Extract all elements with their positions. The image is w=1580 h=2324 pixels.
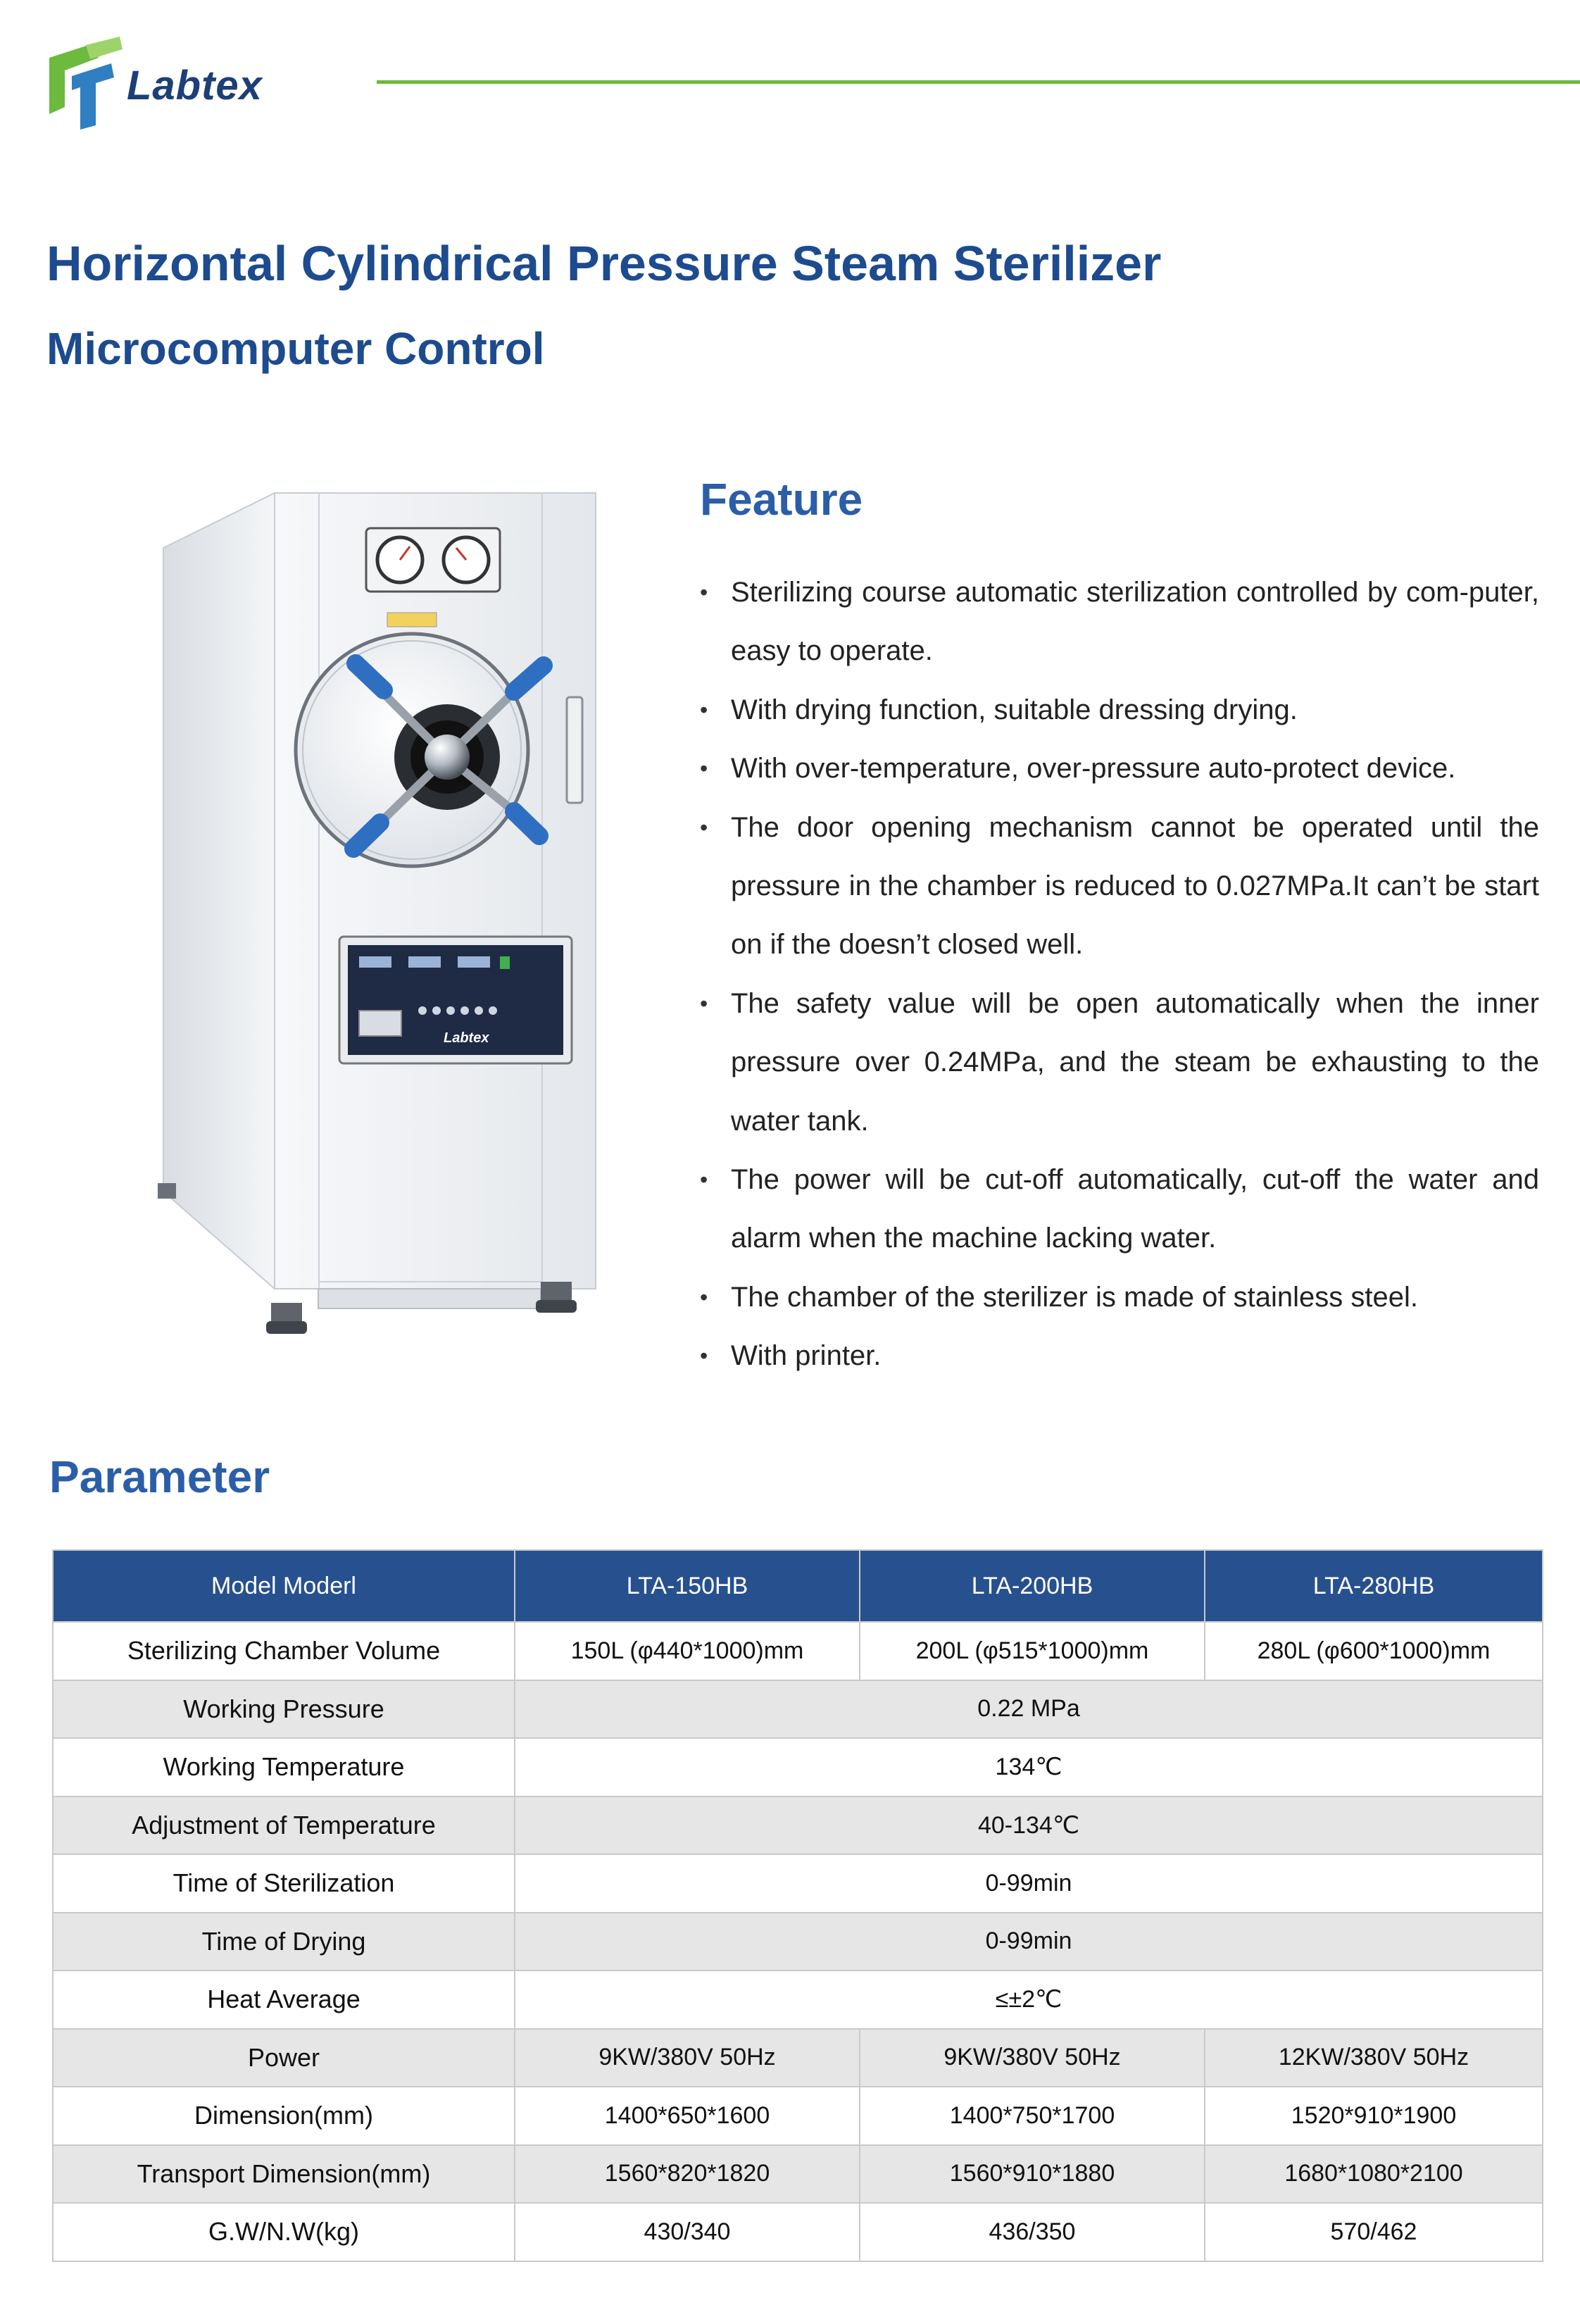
table-row — [53, 1913, 1543, 1971]
table-row — [53, 1680, 1543, 1739]
feature-item: • The chamber of the sterilizer is made of stainless steel. — [700, 1268, 1539, 1327]
row-label: Time of Drying — [53, 1913, 515, 1971]
table-cell: 9KW/380V 50Hz — [860, 2029, 1205, 2087]
table-cell: 134℃ — [515, 1738, 1543, 1797]
table-cell: 430/340 — [515, 2203, 860, 2261]
row-label: Time of Sterilization — [53, 1854, 515, 1913]
header-cell: LTA-200HB — [860, 1550, 1205, 1622]
feature-item: • With drying function, suitable dressing drying. — [700, 681, 1539, 739]
header-divider — [377, 80, 1580, 84]
table-row — [53, 1797, 1543, 1855]
parameter-table — [52, 1549, 1543, 2262]
panel-logo-text: Labtex — [444, 1030, 489, 1046]
table-row — [53, 1854, 1543, 1913]
table-row — [53, 1970, 1543, 2029]
row-label: Working Pressure — [53, 1680, 515, 1739]
table-cell: 200L (φ515*1000)mm — [860, 1622, 1205, 1680]
table-cell: 1680*1080*2100 — [1205, 2145, 1543, 2204]
table-row — [53, 1622, 1543, 1680]
table-cell: 40-134℃ — [515, 1797, 1543, 1855]
feature-item: • The power will be cut-off automatically, cut-off the water and alarm when the machine lacking water. — [700, 1151, 1539, 1268]
header-cell-model: Model Moderl — [53, 1550, 515, 1622]
table-cell: 0-99min — [515, 1913, 1543, 1971]
header-cell: LTA-150HB — [515, 1550, 860, 1622]
feature-item: • Sterilizing course automatic sterilization controlled by com-puter, easy to operate. — [700, 563, 1539, 681]
table-cell: 9KW/380V 50Hz — [515, 2029, 860, 2087]
table-cell: 1560*820*1820 — [515, 2145, 860, 2204]
table-row — [53, 2145, 1543, 2204]
table-cell: 280L (φ600*1000)mm — [1205, 1622, 1543, 1680]
feature-item: • With printer. — [700, 1327, 1539, 1385]
product-image-sterilizer — [148, 486, 613, 1352]
table-cell: 1560*910*1880 — [860, 2145, 1205, 2204]
table-cell: 12KW/380V 50Hz — [1205, 2029, 1543, 2087]
table-row — [53, 2203, 1543, 2261]
table-cell: 1400*650*1600 — [515, 2087, 860, 2145]
feature-item: • The door opening mechanism cannot be operated until the pressure in the chamber is reduced to 0.027MPa.It can’t be start on if the doesn’t closed well. — [700, 799, 1539, 975]
page-subtitle: Microcomputer Control — [46, 323, 545, 374]
header-cell: LTA-280HB — [1205, 1550, 1543, 1622]
logo-mark-icon — [44, 37, 135, 132]
row-label: Heat Average — [53, 1970, 515, 2029]
table-cell: 1400*750*1700 — [860, 2087, 1205, 2145]
feature-list — [700, 563, 1539, 1386]
row-label: Transport Dimension(mm) — [53, 2145, 515, 2204]
table-row — [53, 2029, 1543, 2087]
table-header-row — [53, 1550, 1543, 1622]
parameter-heading: Parameter — [49, 1451, 270, 1502]
row-label: Sterilizing Chamber Volume — [53, 1622, 515, 1680]
feature-heading: Feature — [700, 474, 863, 525]
row-label: Working Temperature — [53, 1738, 515, 1797]
row-label: Power — [53, 2029, 515, 2087]
table-cell: ≤±2℃ — [515, 1970, 1543, 2029]
table-cell: 1520*910*1900 — [1205, 2087, 1543, 2145]
table-row — [53, 1738, 1543, 1797]
table-cell: 0.22 MPa — [515, 1680, 1543, 1739]
row-label: Adjustment of Temperature — [53, 1797, 515, 1855]
feature-item: • With over-temperature, over-pressure auto-protect device. — [700, 739, 1539, 798]
table-cell: 436/350 — [860, 2203, 1205, 2261]
table-row — [53, 2087, 1543, 2145]
page-title: Horizontal Cylindrical Pressure Steam Sterilizer — [46, 236, 1162, 291]
logo-text: Labtex — [127, 63, 263, 108]
brand-logo — [44, 37, 297, 132]
table-cell: 0-99min — [515, 1854, 1543, 1913]
table-cell: 150L (φ440*1000)mm — [515, 1622, 860, 1680]
feature-item: • The safety value will be open automatically when the inner pressure over 0.24MPa, and the steam be exhausting to the water tank. — [700, 975, 1539, 1151]
row-label: Dimension(mm) — [53, 2087, 515, 2145]
table-cell: 570/462 — [1205, 2203, 1543, 2261]
row-label: G.W/N.W(kg) — [53, 2203, 515, 2261]
